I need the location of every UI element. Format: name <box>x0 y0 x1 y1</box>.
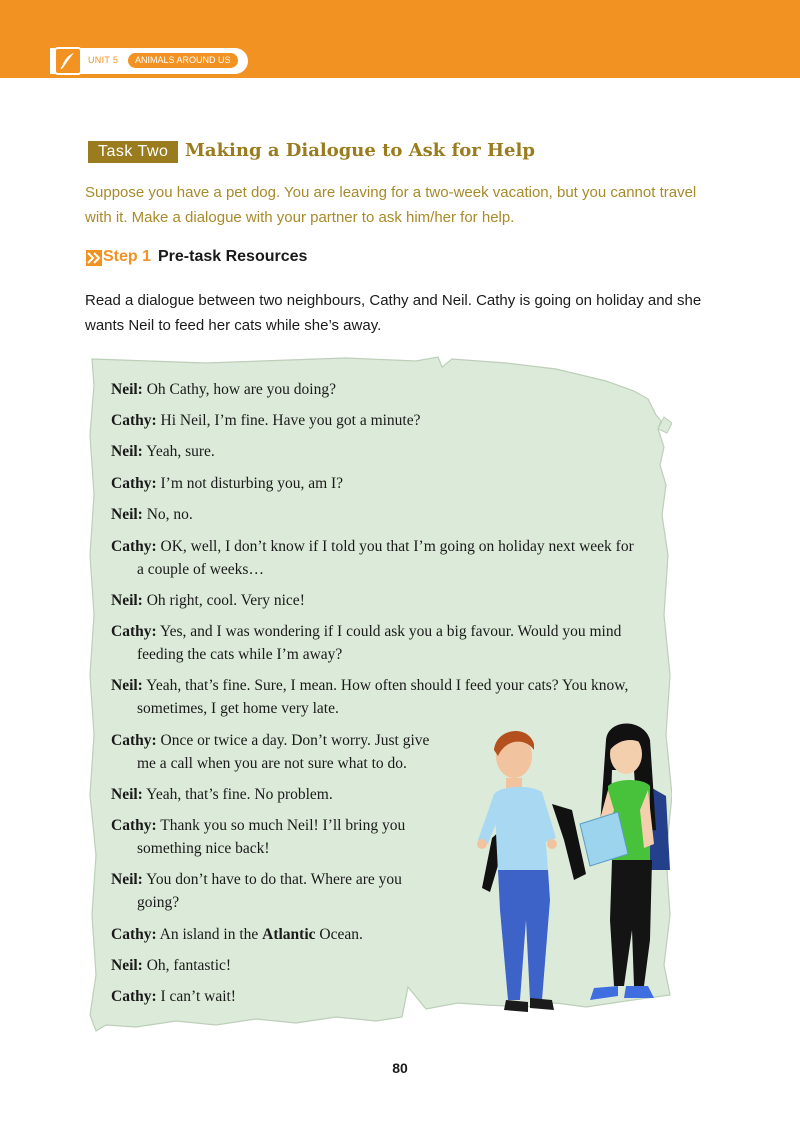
girl-figure <box>580 724 670 1001</box>
line-text: I’m not disturbing you, am I? <box>160 475 344 492</box>
dialogue-line <box>111 729 441 775</box>
speaker: Neil: <box>111 506 143 523</box>
dialogue-line <box>111 440 651 463</box>
line-text: You don’t have to do that. Where are you <box>146 871 402 888</box>
unit-label: UNIT 5 <box>88 55 119 65</box>
line-text: No, no. <box>146 506 193 523</box>
speaker: Neil: <box>111 957 143 974</box>
dialogue-line <box>111 409 651 432</box>
double-chevron-right-icon <box>86 250 102 266</box>
speaker: Cathy: <box>111 538 157 555</box>
line-text: Ocean. <box>315 926 363 943</box>
speaker: Neil: <box>111 786 143 803</box>
speaker: Cathy: <box>111 475 157 492</box>
step-number: Step 1 <box>103 248 152 265</box>
line-text: Yeah, that’s fine. Sure, I mean. How often should I feed your cats? You know, <box>146 677 629 694</box>
bold-word: Atlantic <box>262 926 316 943</box>
task-title: Making a Dialogue to Ask for Help <box>185 140 535 161</box>
speaker: Neil: <box>111 381 143 398</box>
speaker: Cathy: <box>111 732 157 749</box>
line-continuation: something nice back! <box>137 840 270 857</box>
line-text: Hi Neil, I’m fine. Have you got a minute? <box>160 412 421 429</box>
speaker: Cathy: <box>111 926 157 943</box>
line-text: OK, well, I don’t know if I told you that I’m going on holiday next week for <box>160 538 634 555</box>
line-text: Once or twice a day. Don’t worry. Just give <box>160 732 430 749</box>
unit-title: ANIMALS AROUND US <box>128 53 238 68</box>
line-text: Oh Cathy, how are you doing? <box>146 381 336 398</box>
two-students-illustration <box>468 720 678 1020</box>
line-text: Yeah, that’s fine. No problem. <box>146 786 333 803</box>
speaker: Cathy: <box>111 988 157 1005</box>
dialogue-line <box>111 674 651 720</box>
feather-pen-icon <box>54 47 82 75</box>
step-description: Read a dialogue between two neighbours, Cathy and Neil. Cathy is going on holiday and she wants Neil to feed her cats while she’s away. <box>85 292 702 334</box>
speaker: Neil: <box>111 443 143 460</box>
task-intro: Suppose you have a pet dog. You are leaving for a two-week vacation, but you cannot travel with it. Make a dialogue with your partner to ask him/her for help. <box>85 184 697 226</box>
speaker: Neil: <box>111 871 143 888</box>
line-text: Yes, and I was wondering if I could ask you a big favour. Would you mind <box>159 623 622 640</box>
dialogue-line <box>111 472 651 495</box>
line-text: Thank you so much Neil! I’ll bring you <box>160 817 406 834</box>
dialogue-line <box>111 378 651 401</box>
speaker: Cathy: <box>111 623 157 640</box>
speaker: Neil: <box>111 592 143 609</box>
line-text: Yeah, sure. <box>146 443 215 460</box>
dialogue-line <box>111 589 651 612</box>
step-title: Pre-task Resources <box>158 248 308 265</box>
dialogue-line <box>111 503 651 526</box>
line-continuation: a couple of weeks… <box>137 561 264 578</box>
speaker: Cathy: <box>111 817 157 834</box>
line-text: Oh, fantastic! <box>146 957 232 974</box>
task-badge: Task Two <box>88 141 178 163</box>
speaker: Cathy: <box>111 412 157 429</box>
line-continuation: going? <box>137 894 180 911</box>
line-text: An island in the <box>159 926 263 943</box>
dialogue-line <box>111 620 651 666</box>
dialogue-line <box>111 868 441 914</box>
line-text: I can’t wait! <box>160 988 236 1005</box>
page-number: 80 <box>392 1060 408 1076</box>
dialogue-line <box>111 535 651 581</box>
boy-figure <box>477 731 586 1012</box>
line-continuation: feeding the cats while I’m away? <box>137 646 343 663</box>
speaker: Neil: <box>111 677 143 694</box>
line-continuation: me a call when you are not sure what to do. <box>137 755 407 772</box>
line-continuation: sometimes, I get home very late. <box>137 700 339 717</box>
dialogue-line <box>111 814 441 860</box>
line-text: Oh right, cool. Very nice! <box>146 592 305 609</box>
